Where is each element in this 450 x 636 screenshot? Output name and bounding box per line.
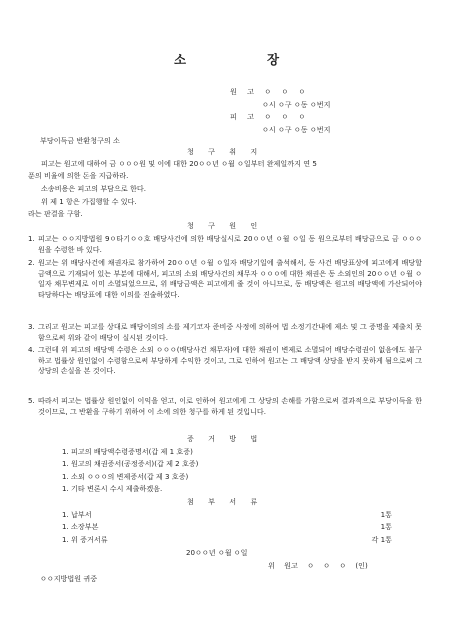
cause-item-5 [28,396,422,417]
cause-item-number: 2. [28,258,35,267]
court-name: ㅇㅇ지방법원 귀중 [40,574,98,583]
cause-item-4 [28,345,422,377]
cause-item-text: 그런데 위 피고의 배당액 수령은 소외 ㅇㅇㅇ(배당사건 채무자)에 대한 채권이 변제로 소멸되어 배당수령권이 없음에도 불구하고 법률상 원인없이 수령함으로써 부당하게 수익한 것이고, 그로 인하여 원고는 그 배당액 상당을 받지 못하게 됨으로써 그 상당의 손실을 본 것이다. [38,345,422,375]
title-char-left: 소 [174,52,188,67]
attachment-label: 1. 위 증거서류 [62,535,108,544]
cause-item-number: 3. [28,322,35,331]
cause-item-1 [28,234,422,255]
cause-item-text: 원고는 위 배당사건에 채권자로 참가하여 20ㅇㅇ년 ㅇ월 ㅇ일자 배당기일에 출석해서, 동 사건 배당표상에 피고에게 배당할 금액으로 기재되어 있는 부분에 대해서, 피고의 소외 배당사건의 채무자 ㅇㅇㅇ에 대한 채권은 동 소외인의 20ㅇㅇ년 ㅇ월 ㅇ일자 채무변제로 이미 소멸되었으므로, 위 배당금액은 피고에게 줄 것이 아니므로, 동 배당액은 원고의 배당액에 가산되어야 타당하다는 배당표에 대한 이의를 진술하였다. [38,258,422,299]
claim-line-5: 라는 판결을 구함. [28,209,83,218]
attachment-count: 1통 [380,510,392,519]
cause-heading: 청 구 원 인 [187,221,264,230]
cause-item-number: 1. [28,234,35,243]
attachments-heading: 첨 부 서 류 [187,497,264,506]
case-name: 부당이득금 반환청구의 소 [40,136,120,145]
defendant-label: 피 고 ㅇ ㅇ ㅇ [230,112,306,121]
attachment-count: 1통 [380,522,392,531]
filing-date: 20ㅇㅇ년 ㅇ월 ㅇ일 [186,548,248,557]
attachment-label: 1. 납부서 [62,510,92,519]
cause-item-2 [28,258,422,300]
claim-line-3: 소송비용은 피고의 부담으로 한다. [41,184,146,193]
title-char-right: 장 [267,52,281,67]
signature-line: 위 원고 ㅇ ㅇ ㅇ (인) [268,561,368,570]
cause-item-text: 피고는 ㅇㅇ지방법원 9ㅇ타기ㅇㅇ호 배당사건에 의한 배당실시로 20ㅇㅇ년 ㅇ월 ㅇ일 동 원으로부터 배당금으로 금 ㅇㅇㅇ원을 수령한 바 있다. [38,234,422,254]
evidence-line-4: 1. 기타 변론시 수시 제출하겠음. [62,484,163,493]
cause-item-number: 5. [28,396,35,405]
cause-item-number: 4. [28,345,35,354]
cause-item-3 [28,322,422,343]
defendant-address: ㅇ시 ㅇ구 ㅇ동 ㅇ번지 [262,125,331,134]
plaintiff-address: ㅇ시 ㅇ구 ㅇ동 ㅇ번지 [262,100,331,109]
cause-item-text: 따라서 피고는 법률상 원인없이 이익을 얻고, 이로 인하여 원고에게 그 상당의 손해를 가함으로써 결과적으로 부당이득을 한 것이므로, 그 반환을 구하기 위하여 이 소에 의한 청구를 하게 된 것입니다. [38,396,422,416]
cause-item-text: 그리고 원고는 피고를 상대로 배당이의의 소를 제기코자 준비중 사정에 의하여 법 소정기간내에 제소 및 그 증명을 제출치 못함으로써 위와 같이 배당이 실시된 것이다. [38,322,422,342]
evidence-heading: 증 거 방 법 [187,434,264,443]
claim-line-4: 위 제 1 항은 가집행할 수 있다. [41,197,137,206]
evidence-line-3: 1. 소외 ㅇㅇㅇ의 변제증서(갑 제 3 호증) [62,472,189,481]
claim-line-2: 푼의 비율에 의한 돈을 지급하라. [28,171,129,180]
attachment-label: 1. 소장부본 [62,522,99,531]
claim-line-1: 피고는 원고에 대하여 금 ㅇㅇㅇ원 및 이에 대한 20ㅇㅇ년 ㅇ월 ㅇ일부터 완제일까지 연 5 [41,159,317,168]
attachment-count: 각 1통 [371,535,392,544]
plaintiff-label: 원 고 ㅇ ㅇ ㅇ [230,87,306,96]
evidence-line-2: 1. 원고의 채권증서(공정증서)(갑 제 2 호증) [62,459,199,468]
evidence-line-1: 1. 피고의 배당액수령증명서(갑 제 1 호증) [62,447,193,456]
claim-heading: 청 구 취 지 [187,147,264,156]
